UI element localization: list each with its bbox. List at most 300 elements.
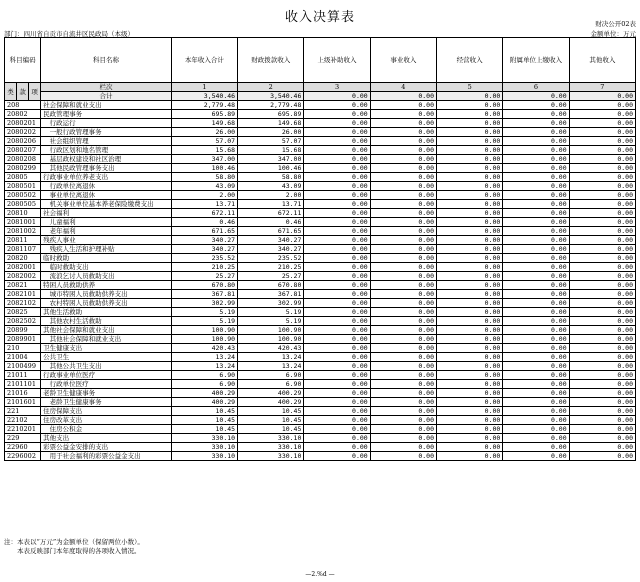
row-fiscal: 10.45 (238, 425, 304, 434)
row-zero: 0.00 (370, 218, 436, 227)
row-zero: 0.00 (304, 119, 370, 128)
row-total: 10.45 (171, 416, 237, 425)
row-name: 流浪乞讨人员救助支出 (41, 272, 172, 281)
row-code: 22960 (5, 443, 41, 452)
row-zero: 0.00 (437, 353, 503, 362)
row-fiscal: 302.99 (238, 299, 304, 308)
row-zero: 0.00 (569, 173, 635, 182)
row-zero: 0.00 (503, 164, 569, 173)
row-code: 210 (5, 344, 41, 353)
row-name: 彩票公益金安排的支出 (41, 443, 172, 452)
row-zero: 0.00 (569, 353, 635, 362)
row-zero: 0.00 (304, 353, 370, 362)
row-fiscal: 695.89 (238, 110, 304, 119)
table-row (5, 218, 636, 227)
row-zero: 0.00 (437, 425, 503, 434)
row-name: 行政单位医疗 (41, 380, 172, 389)
row-zero: 0.00 (370, 254, 436, 263)
row-zero: 0.00 (437, 155, 503, 164)
row-code: 2101101 (5, 380, 41, 389)
row-zero: 0.00 (503, 434, 569, 443)
row-total: 400.29 (171, 389, 237, 398)
row-zero: 0.00 (304, 281, 370, 290)
row-code: 2080501 (5, 182, 41, 191)
row-fiscal: 367.81 (238, 290, 304, 299)
row-code: 22102 (5, 416, 41, 425)
row-total: 100.46 (171, 164, 237, 173)
row-fiscal: 400.29 (238, 398, 304, 407)
row-zero: 0.00 (304, 146, 370, 155)
row-zero: 0.00 (437, 173, 503, 182)
row-zero: 0.00 (437, 380, 503, 389)
row-fiscal: 2,779.48 (238, 101, 304, 110)
row-code: 2080299 (5, 164, 41, 173)
row-fiscal: 6.90 (238, 380, 304, 389)
row-name: 行政区划和地名管理 (41, 146, 172, 155)
form-number: 财决公开02表 (595, 20, 636, 28)
header-kuan: 款 (17, 83, 29, 101)
row-zero: 0.00 (304, 443, 370, 452)
row-name: 农村特困人员救助供养支出 (41, 299, 172, 308)
row-fiscal: 400.29 (238, 389, 304, 398)
row-zero: 0.00 (569, 155, 635, 164)
row-zero: 0.00 (569, 425, 635, 434)
row-zero: 0.00 (437, 326, 503, 335)
row-zero: 0.00 (370, 371, 436, 380)
row-fiscal: 0.46 (238, 218, 304, 227)
table-row (5, 416, 636, 425)
header-col-5: 经营收入 (437, 38, 503, 83)
row-code: 20811 (5, 236, 41, 245)
row-zero: 0.00 (304, 308, 370, 317)
row-name: 其他支出 (41, 434, 172, 443)
row-zero: 0.00 (503, 200, 569, 209)
table-row (5, 263, 636, 272)
row-name: 机关事业单位基本养老保险缴费支出 (41, 200, 172, 209)
table-row (5, 380, 636, 389)
row-zero: 0.00 (370, 299, 436, 308)
table-row (5, 299, 636, 308)
table-row (5, 101, 636, 110)
row-zero: 0.00 (370, 380, 436, 389)
row-zero: 0.00 (304, 209, 370, 218)
row-name: 老年福利 (41, 227, 172, 236)
row-code: 221 (5, 407, 41, 416)
row-name: 其他农村生活救助 (41, 317, 172, 326)
row-fiscal: 340.27 (238, 236, 304, 245)
table-row (5, 182, 636, 191)
row-zero: 0.00 (370, 443, 436, 452)
row-total: 340.27 (171, 245, 237, 254)
row-zero: 0.00 (503, 425, 569, 434)
row-zero: 0.00 (370, 200, 436, 209)
row-zero: 0.00 (503, 362, 569, 371)
note-line: 本表反映部门本年度取得的各项收入情况。 (4, 547, 141, 555)
total-row (5, 92, 636, 101)
row-code: 2080208 (5, 155, 41, 164)
row-fiscal: 2.00 (238, 191, 304, 200)
row-zero: 0.00 (503, 101, 569, 110)
row-zero: 0.00 (437, 236, 503, 245)
row-zero: 0.00 (304, 299, 370, 308)
row-zero: 0.00 (304, 371, 370, 380)
row-fiscal: 43.09 (238, 182, 304, 191)
row-zero: 0.00 (503, 398, 569, 407)
row-total: 367.81 (171, 290, 237, 299)
page-title: 收入决算表 (284, 10, 355, 25)
row-zero: 0.00 (503, 371, 569, 380)
row-zero: 0.00 (503, 308, 569, 317)
row-zero: 0.00 (437, 263, 503, 272)
row-name: 住房改革支出 (41, 416, 172, 425)
row-zero: 0.00 (569, 182, 635, 191)
row-fiscal: 26.00 (238, 128, 304, 137)
row-code: 2296002 (5, 452, 41, 461)
row-zero: 0.00 (503, 173, 569, 182)
row-fiscal: 347.00 (238, 155, 304, 164)
row-zero: 0.00 (569, 200, 635, 209)
row-zero: 0.00 (304, 326, 370, 335)
row-fiscal: 5.19 (238, 308, 304, 317)
row-zero: 0.00 (304, 254, 370, 263)
row-code: 20802 (5, 110, 41, 119)
header-col-6: 附属单位上缴收入 (503, 38, 569, 83)
row-zero: 0.00 (569, 254, 635, 263)
row-name: 基层政权建设和社区治理 (41, 155, 172, 164)
row-zero: 0.00 (569, 299, 635, 308)
row-zero: 0.00 (370, 137, 436, 146)
row-code: 2082502 (5, 317, 41, 326)
row-zero: 0.00 (437, 209, 503, 218)
row-fiscal: 420.43 (238, 344, 304, 353)
row-zero: 0.00 (503, 245, 569, 254)
total-value: 0.00 (503, 92, 569, 101)
row-zero: 0.00 (437, 299, 503, 308)
row-code: 20899 (5, 326, 41, 335)
row-code: 2080502 (5, 191, 41, 200)
row-zero: 0.00 (304, 128, 370, 137)
row-total: 330.10 (171, 434, 237, 443)
row-zero: 0.00 (569, 434, 635, 443)
row-name: 用于社会福利的彩票公益金支出 (41, 452, 172, 461)
row-name: 一般行政管理事务 (41, 128, 172, 137)
row-fiscal: 10.45 (238, 416, 304, 425)
row-zero: 0.00 (503, 281, 569, 290)
row-fiscal: 25.27 (238, 272, 304, 281)
row-zero: 0.00 (370, 317, 436, 326)
row-zero: 0.00 (503, 155, 569, 164)
row-zero: 0.00 (503, 416, 569, 425)
header-col-7: 其他收入 (569, 38, 635, 83)
row-zero: 0.00 (569, 227, 635, 236)
row-zero: 0.00 (370, 398, 436, 407)
row-zero: 0.00 (370, 119, 436, 128)
row-zero: 0.00 (503, 407, 569, 416)
row-name: 行政事业单位养老支出 (41, 173, 172, 182)
row-fiscal: 235.52 (238, 254, 304, 263)
row-total: 6.90 (171, 380, 237, 389)
row-zero: 0.00 (569, 281, 635, 290)
row-fiscal: 57.07 (238, 137, 304, 146)
row-code: 2081001 (5, 218, 41, 227)
table-row (5, 173, 636, 182)
row-zero: 0.00 (437, 110, 503, 119)
lan-num-3: 3 (304, 83, 370, 92)
row-total: 6.90 (171, 371, 237, 380)
row-zero: 0.00 (437, 317, 503, 326)
row-code: 2081107 (5, 245, 41, 254)
row-name: 临时救助 (41, 254, 172, 263)
row-zero: 0.00 (503, 344, 569, 353)
row-total: 58.80 (171, 173, 237, 182)
row-zero: 0.00 (503, 227, 569, 236)
row-zero: 0.00 (569, 146, 635, 155)
total-value: 0.00 (304, 92, 370, 101)
row-zero: 0.00 (503, 353, 569, 362)
row-name: 其他社会保障和就业支出 (41, 326, 172, 335)
table-row (5, 353, 636, 362)
table-row (5, 308, 636, 317)
row-zero: 0.00 (503, 110, 569, 119)
row-name: 城市特困人员救助供养支出 (41, 290, 172, 299)
row-zero: 0.00 (370, 407, 436, 416)
table-row (5, 443, 636, 452)
table-row (5, 272, 636, 281)
lan-num-7: 7 (569, 83, 635, 92)
row-zero: 0.00 (437, 407, 503, 416)
row-zero: 0.00 (437, 164, 503, 173)
row-fiscal: 149.68 (238, 119, 304, 128)
row-name: 行政事业单位医疗 (41, 371, 172, 380)
row-total: 340.27 (171, 236, 237, 245)
row-code: 21011 (5, 371, 41, 380)
row-fiscal: 671.65 (238, 227, 304, 236)
row-fiscal: 670.80 (238, 281, 304, 290)
row-total: 13.71 (171, 200, 237, 209)
row-zero: 0.00 (370, 128, 436, 137)
row-name: 卫生健康支出 (41, 344, 172, 353)
row-total: 420.43 (171, 344, 237, 353)
table-row (5, 344, 636, 353)
row-zero: 0.00 (370, 110, 436, 119)
row-zero: 0.00 (569, 416, 635, 425)
row-fiscal: 10.45 (238, 407, 304, 416)
row-zero: 0.00 (304, 191, 370, 200)
row-name: 事业单位离退休 (41, 191, 172, 200)
row-zero: 0.00 (503, 263, 569, 272)
table-row (5, 398, 636, 407)
row-name: 其他生活救助 (41, 308, 172, 317)
row-total: 5.19 (171, 308, 237, 317)
row-total: 330.10 (171, 452, 237, 461)
total-value: 0.00 (370, 92, 436, 101)
row-zero: 0.00 (437, 245, 503, 254)
row-code: 20825 (5, 308, 41, 317)
row-total: 43.09 (171, 182, 237, 191)
row-zero: 0.00 (503, 236, 569, 245)
table-row (5, 200, 636, 209)
row-code: 21016 (5, 389, 41, 398)
header-col-2: 财政拨款收入 (238, 38, 304, 83)
row-zero: 0.00 (437, 200, 503, 209)
lanci-label: 栏次 (41, 83, 172, 92)
row-zero: 0.00 (437, 434, 503, 443)
total-value: 0.00 (569, 92, 635, 101)
row-zero: 0.00 (503, 389, 569, 398)
row-fiscal: 330.10 (238, 452, 304, 461)
table-row (5, 254, 636, 263)
row-zero: 0.00 (304, 317, 370, 326)
row-zero: 0.00 (370, 173, 436, 182)
row-code: 2080207 (5, 146, 41, 155)
table-row (5, 164, 636, 173)
table-row (5, 434, 636, 443)
row-zero: 0.00 (304, 416, 370, 425)
row-code: 2082101 (5, 290, 41, 299)
row-zero: 0.00 (304, 137, 370, 146)
row-zero: 0.00 (370, 155, 436, 164)
row-code: 229 (5, 434, 41, 443)
header-code: 科目编码 (5, 38, 41, 83)
row-zero: 0.00 (370, 362, 436, 371)
row-zero: 0.00 (569, 128, 635, 137)
income-table (4, 37, 636, 461)
row-zero: 0.00 (437, 191, 503, 200)
row-total: 2.00 (171, 191, 237, 200)
row-zero: 0.00 (503, 272, 569, 281)
table-row (5, 155, 636, 164)
row-zero: 0.00 (304, 236, 370, 245)
row-total: 5.19 (171, 317, 237, 326)
row-fiscal: 6.90 (238, 371, 304, 380)
row-zero: 0.00 (370, 182, 436, 191)
row-zero: 0.00 (503, 335, 569, 344)
row-zero: 0.00 (569, 191, 635, 200)
row-zero: 0.00 (304, 344, 370, 353)
amount-unit: 金额单位：万元 (590, 30, 636, 38)
row-zero: 0.00 (437, 335, 503, 344)
row-name: 其他社会保障和就业支出 (41, 335, 172, 344)
row-zero: 0.00 (437, 416, 503, 425)
note-line: 注：本表以“万元”为金额单位（保留两位小数）。 (4, 538, 144, 546)
row-zero: 0.00 (503, 317, 569, 326)
row-name: 社会组织管理 (41, 137, 172, 146)
row-name: 行政运行 (41, 119, 172, 128)
row-zero: 0.00 (304, 272, 370, 281)
row-zero: 0.00 (503, 146, 569, 155)
row-total: 26.00 (171, 128, 237, 137)
table-row (5, 317, 636, 326)
table-row (5, 290, 636, 299)
row-name: 老龄卫生健康事务 (41, 389, 172, 398)
table-row (5, 407, 636, 416)
row-zero: 0.00 (437, 101, 503, 110)
header-col-1: 本年收入合计 (171, 38, 237, 83)
row-zero: 0.00 (370, 272, 436, 281)
row-zero: 0.00 (569, 164, 635, 173)
row-zero: 0.00 (370, 452, 436, 461)
row-zero: 0.00 (437, 146, 503, 155)
row-total: 0.46 (171, 218, 237, 227)
table-row (5, 281, 636, 290)
table-row (5, 389, 636, 398)
row-name: 临时救助支出 (41, 263, 172, 272)
row-code: 2080201 (5, 119, 41, 128)
row-zero: 0.00 (370, 209, 436, 218)
row-fiscal: 13.24 (238, 353, 304, 362)
row-zero: 0.00 (503, 128, 569, 137)
row-zero: 0.00 (503, 254, 569, 263)
row-zero: 0.00 (437, 290, 503, 299)
row-code: 2089901 (5, 335, 41, 344)
row-zero: 0.00 (569, 371, 635, 380)
row-name: 其他公共卫生支出 (41, 362, 172, 371)
table-row (5, 128, 636, 137)
row-zero: 0.00 (304, 434, 370, 443)
row-total: 302.99 (171, 299, 237, 308)
row-zero: 0.00 (569, 344, 635, 353)
header-xiang: 项 (29, 83, 41, 101)
row-name: 其他民政管理事务支出 (41, 164, 172, 173)
row-fiscal: 13.71 (238, 200, 304, 209)
row-total: 100.90 (171, 326, 237, 335)
row-zero: 0.00 (304, 362, 370, 371)
row-name: 公共卫生 (41, 353, 172, 362)
department-label: 部门：四川省自贡市自流井区民政局（本级） (4, 30, 134, 38)
row-code: 21004 (5, 353, 41, 362)
table-row (5, 371, 636, 380)
row-zero: 0.00 (503, 218, 569, 227)
row-code: 2080202 (5, 128, 41, 137)
row-total: 149.68 (171, 119, 237, 128)
row-zero: 0.00 (569, 110, 635, 119)
row-total: 10.45 (171, 407, 237, 416)
row-zero: 0.00 (370, 353, 436, 362)
lan-num-5: 5 (437, 83, 503, 92)
row-fiscal: 330.10 (238, 434, 304, 443)
row-fiscal: 100.46 (238, 164, 304, 173)
row-zero: 0.00 (569, 335, 635, 344)
row-zero: 0.00 (437, 227, 503, 236)
row-zero: 0.00 (370, 344, 436, 353)
row-code: 20810 (5, 209, 41, 218)
row-zero: 0.00 (569, 317, 635, 326)
row-name: 住房公积金 (41, 425, 172, 434)
row-zero: 0.00 (437, 308, 503, 317)
row-zero: 0.00 (437, 398, 503, 407)
row-zero: 0.00 (304, 110, 370, 119)
row-zero: 0.00 (437, 128, 503, 137)
row-zero: 0.00 (503, 290, 569, 299)
row-zero: 0.00 (503, 119, 569, 128)
row-total: 15.68 (171, 146, 237, 155)
row-code: 2210201 (5, 425, 41, 434)
row-fiscal: 672.11 (238, 209, 304, 218)
row-zero: 0.00 (304, 398, 370, 407)
row-total: 400.29 (171, 398, 237, 407)
lan-num-2: 2 (238, 83, 304, 92)
row-zero: 0.00 (304, 200, 370, 209)
row-zero: 0.00 (503, 299, 569, 308)
row-zero: 0.00 (370, 236, 436, 245)
row-zero: 0.00 (437, 182, 503, 191)
total-value: 3,540.46 (238, 92, 304, 101)
table-row (5, 236, 636, 245)
row-code: 2082002 (5, 272, 41, 281)
lan-num-1: 1 (171, 83, 237, 92)
table-row (5, 137, 636, 146)
total-value: 3,540.46 (171, 92, 237, 101)
